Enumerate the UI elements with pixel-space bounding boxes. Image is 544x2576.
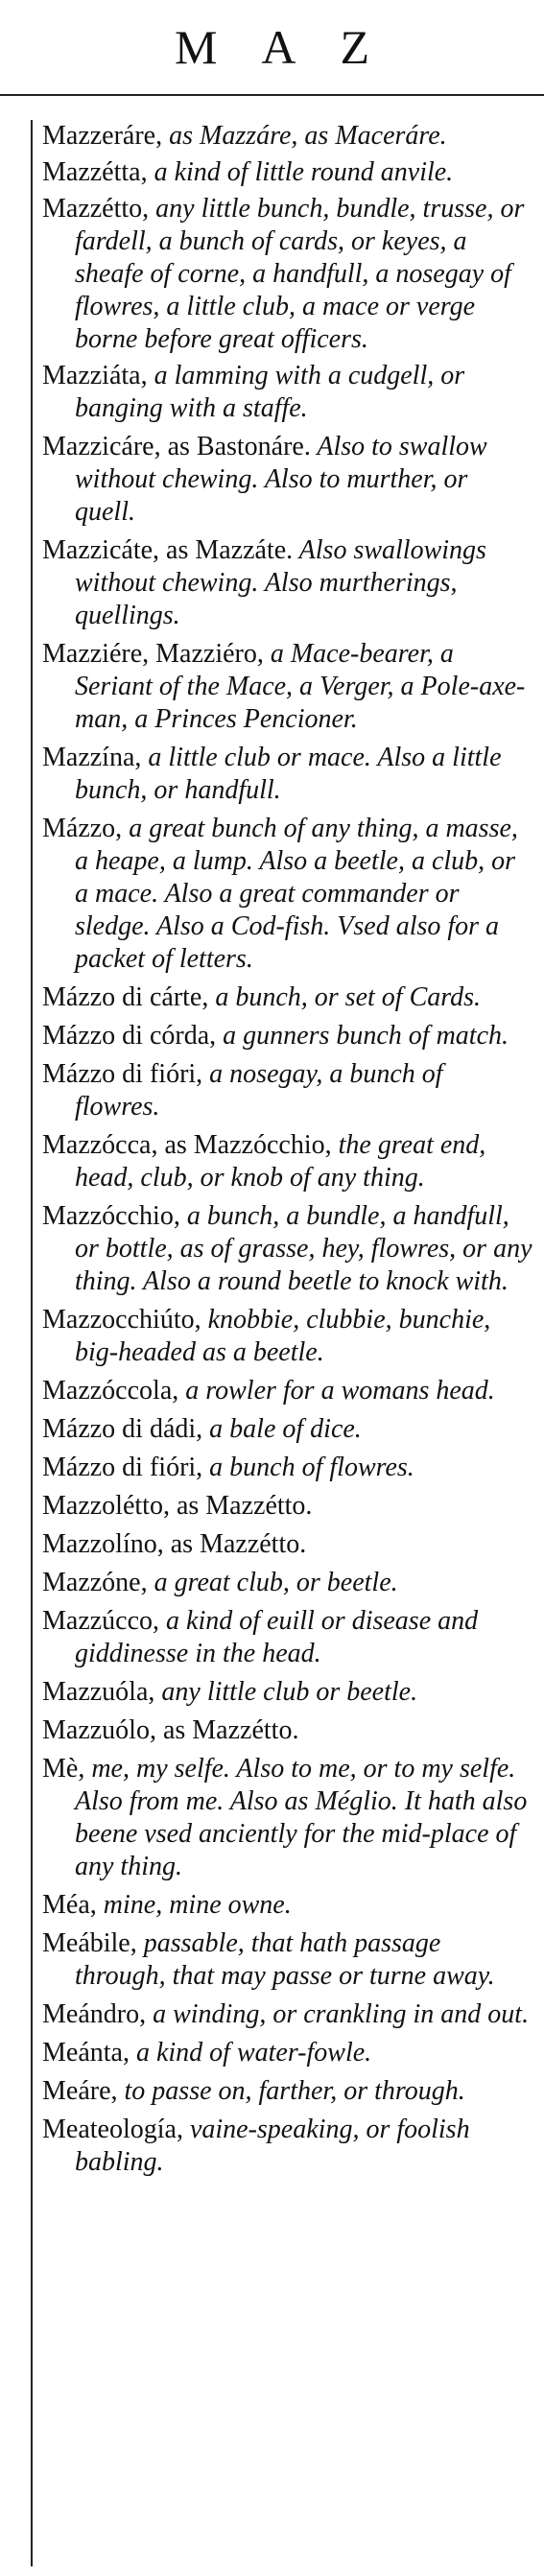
dictionary-entry: [42, 1753, 533, 1883]
dictionary-entry: [42, 156, 533, 189]
dictionary-entry: [42, 1129, 533, 1194]
entry-headword: Mazziáta,: [42, 361, 148, 390]
dictionary-entry: [42, 1452, 533, 1484]
entry-definition: mine, mine owne.: [96, 1890, 292, 1920]
entry-headword: Mazzicáre, as Bastonáre.: [42, 432, 311, 461]
dictionary-entry: [42, 1567, 533, 1599]
entry-headword: Mazzicáte, as Mazzáte.: [42, 535, 294, 565]
entry-definition: any little club or beetle.: [154, 1677, 418, 1707]
dictionary-entry: [42, 1676, 533, 1709]
entry-headword: Mázzo di córda,: [42, 1021, 217, 1051]
dictionary-entry: [42, 431, 533, 529]
entry-definition: me, my selfe. Also to me, or to my selfe. Also from me. Also as Méglio. It hath also beene vsed anciently for the mid-place of any thing.: [75, 1754, 528, 1881]
dictionary-entry: [42, 1605, 533, 1670]
dictionary-entry: [42, 1998, 533, 2031]
dictionary-entry: [42, 1927, 533, 1993]
entry-definition: vaine-speaking, or foolish babling.: [75, 2115, 470, 2177]
entry-definition: Also to swallow without chewing. Also to murther, or quell.: [75, 432, 487, 527]
dictionary-entry: [42, 2075, 533, 2108]
entry-headword: Mazzína,: [42, 743, 142, 772]
entry-headword: Meándro,: [42, 1999, 147, 2029]
entry-headword: Mazzocchiúto,: [42, 1305, 201, 1335]
entry-list: [33, 120, 533, 2179]
dictionary-entry: [42, 1200, 533, 1298]
dictionary-entry: [42, 120, 533, 153]
entry-headword: Mè,: [42, 1754, 85, 1784]
dictionary-entry: [42, 1058, 533, 1123]
entry-headword: Mazzócchio,: [42, 1201, 180, 1231]
dictionary-entry: [42, 1714, 533, 1747]
entry-headword: Mazziére, Mazziéro,: [42, 639, 264, 669]
entry-headword: Méa,: [42, 1890, 97, 1920]
dictionary-entry: [42, 360, 533, 425]
entry-definition: knobbie, clubbie, bunchie, big-headed as a beetle.: [75, 1305, 491, 1367]
entry-headword: Mazzétto,: [42, 194, 150, 224]
dictionary-entry: [42, 2037, 533, 2069]
dictionary-entry: [42, 1304, 533, 1369]
entry-definition: a gunners bunch of match.: [216, 1021, 509, 1051]
entry-headword: Mazzúcco,: [42, 1606, 160, 1636]
entry-definition: as Mazzáre, as Maceráre.: [162, 121, 447, 151]
dictionary-entry: [42, 1528, 533, 1561]
dictionary-entry: [42, 1889, 533, 1922]
entry-headword: Meateología,: [42, 2115, 183, 2144]
entry-definition: a nosegay, a bunch of flowres.: [75, 1059, 443, 1122]
entry-headword: Mazzuólo, as Mazzétto.: [42, 1715, 299, 1745]
dictionary-entry: [42, 981, 533, 1014]
entry-headword: Meánta,: [42, 2038, 130, 2068]
entry-headword: Mazzuóla,: [42, 1677, 155, 1707]
entry-headword: Mazzolíno, as Mazzétto.: [42, 1529, 307, 1559]
entry-headword: Mázzo di fióri,: [42, 1453, 203, 1482]
dictionary-column: [31, 120, 533, 2566]
entry-definition: a great bunch of any thing, a masse, a heape, a lump. Also a beetle, a club, or a mace. Also a great commander or sledge. Also a Cod-fish. Vsed also for a packet of letters.: [75, 814, 518, 974]
dictionary-entry: [42, 1413, 533, 1446]
entry-headword: Meábile,: [42, 1928, 137, 1958]
entry-definition: a bunch, a bundle, a handfull, or bottle, as of grasse, hey, flowres, or any thing. Also a round beetle to knock with.: [75, 1201, 532, 1296]
entry-definition: a bale of dice.: [202, 1414, 362, 1444]
entry-headword: Mazzócca, as Mazzócchio,: [42, 1130, 332, 1160]
dictionary-entry: [42, 534, 533, 632]
entry-headword: Mazzóccola,: [42, 1376, 179, 1406]
entry-headword: Mazzeráre,: [42, 121, 163, 151]
page-title: MAZ: [174, 20, 414, 74]
dictionary-entry: [42, 742, 533, 807]
entry-definition: passable, that hath passage through, that may passe or turne away.: [75, 1928, 495, 1991]
entry-definition: a bunch of flowres.: [202, 1453, 414, 1482]
dictionary-entry: [42, 638, 533, 736]
entry-definition: a kind of euill or disease and giddinesse in the head.: [75, 1606, 479, 1668]
dictionary-entry: [42, 2114, 533, 2179]
entry-definition: Also swallowings without chewing. Also murtherings, quellings.: [75, 535, 486, 630]
entry-definition: a Mace-bearer, a Seriant of the Mace, a Verger, a Pole-axe-man, a Princes Pencioner.: [75, 639, 526, 734]
dictionary-entry: [42, 1020, 533, 1052]
entry-headword: Mázzo di fióri,: [42, 1059, 203, 1089]
entry-definition: a winding, or crankling in and out.: [146, 1999, 530, 2029]
dictionary-entry: [42, 193, 533, 356]
entry-definition: a lamming with a cudgell, or banging with a staffe.: [75, 361, 465, 423]
entry-headword: Mazzétta,: [42, 157, 148, 187]
entry-headword: Mázzo,: [42, 814, 123, 843]
entry-headword: Meáre,: [42, 2076, 118, 2106]
entry-definition: a kind of little round anvile.: [147, 157, 454, 187]
entry-headword: Mazzóne,: [42, 1568, 148, 1597]
entry-headword: Mazzolétto, as Mazzétto.: [42, 1491, 313, 1521]
entry-definition: a great club, or beetle.: [147, 1568, 398, 1597]
entry-definition: a kind of water-fowle.: [129, 2038, 372, 2068]
entry-definition: a little club or mace. Also a little bunch, or handfull.: [75, 743, 502, 805]
entry-headword: Mázzo di dádi,: [42, 1414, 203, 1444]
dictionary-entry: [42, 1490, 533, 1523]
entry-definition: to passe on, farther, or through.: [117, 2076, 465, 2106]
entry-definition: any little bunch, bundle, trusse, or fardell, a bunch of cards, or keyes, a sheafe of corne, a handfull, a nosegay of flowres, a little club, a mace or verge borne before great officers.: [75, 194, 525, 354]
dictionary-entry: [42, 813, 533, 976]
entry-definition: a bunch, or set of Cards.: [208, 982, 481, 1012]
dictionary-entry: [42, 1375, 533, 1407]
entry-definition: a rowler for a womans head.: [178, 1376, 495, 1406]
entry-headword: Mázzo di cárte,: [42, 982, 209, 1012]
page-header: [0, 0, 544, 96]
entry-definition: the great end, head, club, or knob of any thing.: [75, 1130, 486, 1193]
